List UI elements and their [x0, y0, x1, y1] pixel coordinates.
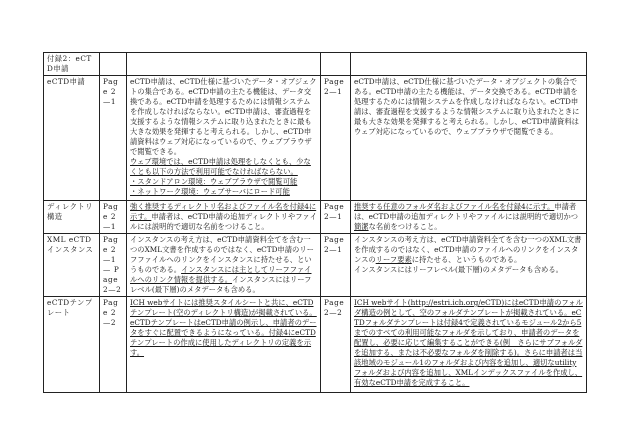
- text-left-underlined: インスタンスには主としてリーフファイルへのリンク情報を提供する。: [130, 265, 312, 284]
- text-left-body: eCTD申請は、eCTD仕様に基づいたデータ・オブジェクトの集合である。eCTD申請の主たる機能は、データ交換である。eCTD申請を処理するためには情報システムを作成しなければならない。eCTD申請は、審査過程を支援するような情報システムに取り込まれたときに最も大きな効果を発揮すると考えられる。しかし、eCTD申請資料はウェブ対応になっているので、ウェブブラウザで閲覧できる。: [130, 77, 317, 156]
- text-left-underlined: 強く推奨するディレクトリ名およびファイル名を付録4に示す。: [130, 202, 317, 221]
- text-left: [127, 76, 321, 201]
- text-left-b: インスタンスにはリーフレベル(最下層)のメタデータも含める。: [130, 275, 312, 294]
- page-ref-right: Page 2—1: [321, 201, 351, 234]
- page-ref-left: Page 2—2: [100, 297, 127, 393]
- table-row: [44, 297, 587, 393]
- header-page-left-cell: [100, 53, 127, 76]
- text-right: [351, 201, 587, 234]
- page-ref-left: Page 2—1— Page 2—2: [100, 234, 127, 297]
- text-left-rest: 申請者は、eCTD申請の追加ディレクトリやファイルには説明的で適切な名前をつけること。: [130, 212, 317, 231]
- appendix-label-cell: 付録2：eCTD申請: [44, 53, 100, 76]
- text-right-underlined: リーフ要素: [375, 255, 412, 264]
- comparison-table: [43, 52, 587, 393]
- row-item-ectd-application: eCTD申請: [44, 76, 100, 201]
- row-item-xml-instance: XML eCTD インスタンス: [44, 234, 100, 297]
- page-ref-right: Page 2—1: [321, 76, 351, 201]
- page-ref-left: Page 2—1: [100, 76, 127, 201]
- page-ref-right: Page 2—2: [321, 297, 351, 393]
- text-right-c: インスタンスにはリーフレベル(最下層)のメタデータも含める。: [354, 265, 563, 274]
- header-text-left-cell: [127, 53, 321, 76]
- row-item-directory-structure: ディレクトリ構造: [44, 201, 100, 234]
- text-right-rest-2: な名前をつけること。: [368, 222, 442, 231]
- text-left-a: インスタンスの考え方は、eCTD申請資料全てを含む一つのXML文書を作成するのではなく、eCTD申請のリーフファイルへのリンクをインスタンスに持たせる、というものである。: [130, 235, 314, 274]
- header-text-right-cell: [351, 53, 587, 76]
- text-right: [351, 234, 587, 297]
- table-row: [44, 76, 587, 201]
- header-page-right-cell: [321, 53, 351, 76]
- text-right: eCTD申請は、eCTD仕様に基づいたデータ・オブジェクトの集合である。eCTD申請の主たる機能は、データ交換である。eCTD申請を処理するためには情報システムを作成しなければならない。eCTD申請は、審査過程を支援するような情報システムに取り込まれたときに最も大きな効果を発揮すると考えられる。しかし、eCTD申請資料はウェブ対応になっているので、ウェブブラウザで閲覧できる。: [351, 76, 587, 201]
- text-left-underlined-3: ・ネットワーク環境：ウェブサーバにロード可能: [130, 187, 290, 196]
- text-right-underlined: 推奨する任意のフォルダ名およびファイル名を付録4に示す。: [354, 202, 555, 211]
- text-right-b: に持たせる、というものである。: [411, 255, 522, 264]
- text-left-underlined-1: ウェブ環境では、eCTD申請は処理をしなくとも、少なくとも以下の方法で利用可能でなければならない。: [130, 157, 311, 176]
- row-item-ectd-template: eCTDテンプレート: [44, 297, 100, 393]
- text-left: ICH webサイトには推奨スタイルシートと共に、eCTDテンプレート(空のディレクトリ構造)が掲載されている。eCTDテンプレートはeCTD申請の例示し、申請者のデータをすぐに配置できるようになっている。付録4にeCTDテンプレートの作成に使用したディレクトリの定義を示す。: [127, 297, 321, 393]
- page-ref-right: Page 2—1: [321, 234, 351, 297]
- table-header-row: [44, 53, 587, 76]
- table-row: [44, 234, 587, 297]
- page-ref-left: Page 2—1: [100, 201, 127, 234]
- table-row: [44, 201, 587, 234]
- text-left: [127, 201, 321, 234]
- text-right-rest-1: 申請者は、eCTD申請の追加ディレクトリやファイルには説明的で適切かつ: [354, 202, 579, 221]
- text-right-a: インスタンスの考え方は、eCTD申請資料全てを含む一つのXML文書を作成するのではなく、eCTD申請のファイルへのリンクをインスタンスの: [354, 235, 582, 264]
- text-right: ICH webサイト(http://estri.ich.org/eCTD)にはeCTD申請のフォルダ構造の例として、空のフォルダテンプレートが掲載されている。eCTDフォルダテンプレートは付録4で定義されているモジュール2から5までのすべての利用可能なフォルダを示しており、申請者のデータを配置し、必要に応じて編集することができる(例 さらにサブフォルダを追加する、または不必要なフォルダを削除する)。さらに申請者は当該地域のモジュール1のフォルダおよび内容を追加し、適切なutilityフォルダおよび内容を追加し、XMLインデックスファイルを作成し、有効なeCTD申請を完成すること。: [351, 297, 587, 393]
- text-left-underlined-2: ・スタンドアロン環境：ウェブブラウザで閲覧可能: [130, 177, 298, 186]
- text-left: [127, 234, 321, 297]
- text-right-underlined-2: 簡潔: [354, 222, 369, 231]
